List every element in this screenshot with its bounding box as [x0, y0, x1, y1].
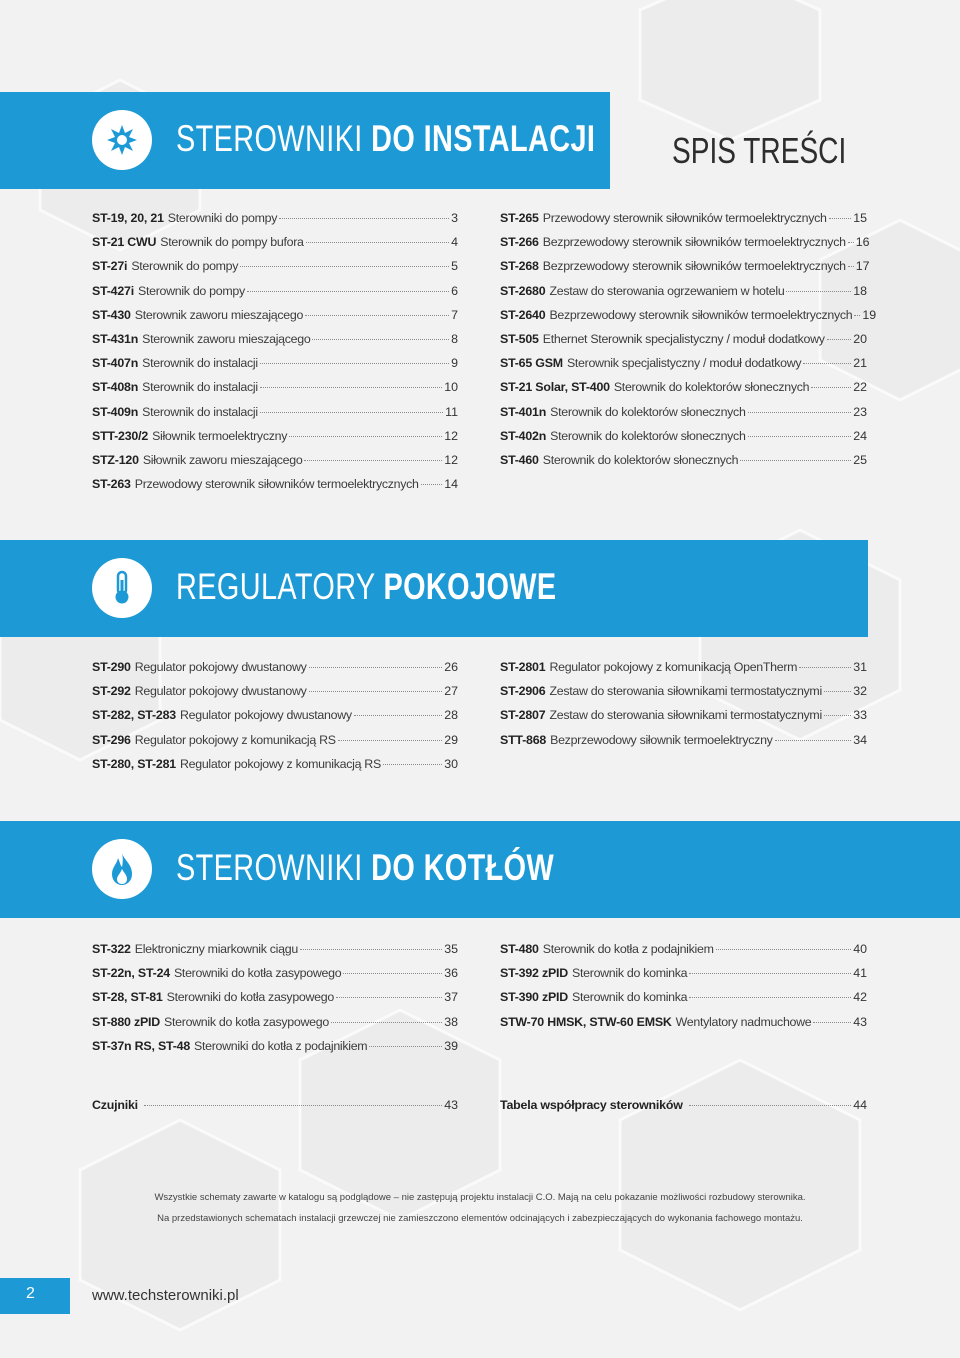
dot-leader: [824, 691, 851, 692]
product-description: Regulator pokojowy z komunikacją RS: [134, 732, 336, 747]
toc-entry[interactable]: [92, 733, 458, 757]
product-description: Sterowniki do kotła zasypowego: [173, 966, 342, 981]
page-ref: 42: [853, 990, 867, 1005]
product-description: Sterownik do kolektorów słonecznych: [542, 452, 739, 467]
product-description: Sterownik do pompy: [131, 259, 239, 274]
product-description: Sterowniki do pompy: [167, 211, 278, 225]
page-ref: 20: [853, 331, 867, 346]
page-ref: 24: [853, 428, 867, 443]
dot-leader: [829, 218, 852, 219]
product-description: Sterownik do kotła zasypowego: [164, 1014, 329, 1029]
page-ref: 35: [444, 942, 458, 956]
thermometer-icon: [106, 570, 138, 606]
product-description: Bezprzewodowy siłownik termoelektryczny: [550, 732, 773, 747]
dot-leader: [260, 412, 443, 413]
page-number-bar: [0, 1278, 70, 1314]
page-ref: 16: [855, 235, 870, 250]
page-ref: 28: [444, 708, 458, 723]
dot-leader: [309, 667, 443, 668]
section-title: REGULATORY POKOJOWE: [176, 566, 557, 607]
page-ref: 25: [853, 452, 867, 467]
toc-entry[interactable]: [500, 684, 867, 708]
dot-leader: [813, 1022, 851, 1023]
product-description: Sterownik zaworu mieszającego: [134, 307, 304, 322]
toc-entry[interactable]: [92, 966, 458, 990]
page-ref: 15: [853, 211, 867, 225]
dot-leader: [803, 363, 851, 364]
dot-leader: [824, 715, 851, 716]
product-description: Sterownik do instalacji: [142, 380, 258, 395]
product-code: ST-266: [500, 235, 539, 250]
toc-entry[interactable]: [92, 942, 458, 966]
toc-entry[interactable]: [92, 660, 458, 684]
dot-leader: [689, 997, 851, 998]
product-description: Sterownik do kolektorów słonecznych: [550, 404, 746, 419]
toc-entry[interactable]: [500, 211, 867, 235]
product-code: ST-265: [500, 211, 539, 225]
page-ref: 21: [853, 356, 867, 371]
product-description: Sterownik do pompy: [138, 283, 245, 298]
dot-leader: [799, 667, 851, 668]
product-description: Regulator pokojowy z komunikacją OpenTherm: [549, 660, 798, 674]
dot-leader: [289, 436, 442, 437]
page-ref: 7: [451, 307, 458, 322]
page-ref: 22: [853, 380, 867, 395]
toc-entry[interactable]: [500, 942, 867, 966]
product-description: Bezprzewodowy sterownik siłowników termoelektrycznych: [549, 307, 853, 322]
page-ref: 27: [444, 684, 458, 699]
page-ref: 4: [451, 235, 458, 250]
product-description: Sterownik zaworu mieszającego: [142, 331, 311, 346]
dot-leader: [748, 412, 852, 413]
toc-entry[interactable]: [500, 733, 867, 757]
page-ref: 41: [853, 966, 867, 981]
product-description: Bezprzewodowy sterownik siłowników termoelektrycznych: [542, 259, 846, 274]
product-description: Sterownik do kolektorów słonecznych: [550, 428, 746, 443]
dot-leader: [740, 460, 851, 461]
product-code: ST-408n: [92, 380, 139, 395]
product-code: ST-292: [92, 684, 131, 699]
dot-leader: [748, 436, 852, 437]
toc-entry[interactable]: [500, 284, 867, 308]
product-code: STZ-120: [92, 452, 139, 467]
product-description: Sterownik do instalacji: [142, 404, 258, 419]
toc-entry[interactable]: [92, 477, 458, 501]
dot-leader: [689, 973, 851, 974]
toc-entry[interactable]: [500, 235, 870, 259]
page-ref: 43: [853, 1014, 867, 1029]
product-code: ST-407n: [92, 356, 139, 371]
product-code: ST-21 CWU: [92, 235, 157, 250]
product-code: ST-427i: [92, 283, 134, 298]
dot-leader: [775, 740, 852, 741]
product-description: Wentylatory nadmuchowe: [675, 1014, 812, 1029]
dot-leader: [383, 764, 442, 765]
dot-leader: [848, 266, 854, 267]
toc-column: [500, 942, 867, 1039]
product-code: ST-27i: [92, 259, 128, 274]
page-ref: 12: [444, 428, 458, 443]
product-code: ST-431n: [92, 331, 139, 346]
product-code: STW-70 HMSK, STW-60 EMSK: [500, 1014, 672, 1029]
toc-entry[interactable]: [92, 356, 458, 380]
product-code: ST-2807: [500, 708, 546, 723]
product-code: ST-21 Solar, ST-400: [500, 380, 610, 395]
dot-leader: [279, 218, 449, 219]
product-code: ST-390 zPID: [500, 990, 569, 1005]
toc-entry[interactable]: [500, 307, 877, 332]
page-ref: 18: [853, 283, 867, 298]
toc-entry[interactable]: [92, 708, 458, 732]
product-code: ST-480: [500, 942, 539, 956]
product-code: STT-230/2: [92, 428, 149, 443]
product-code: ST-19, 20, 21: [92, 211, 164, 225]
toc-entry[interactable]: [92, 429, 458, 453]
toc-entry[interactable]: [500, 380, 867, 404]
section-title: STEROWNIKI DO KOTŁÓW: [176, 847, 555, 888]
page-ref: 19: [862, 307, 877, 322]
toc-entry[interactable]: [500, 453, 867, 477]
toc-extra-left: [92, 1098, 458, 1122]
dot-leader: [240, 266, 449, 267]
page-title: SPIS TREŚCI: [672, 130, 847, 171]
toc-entry[interactable]: [92, 308, 458, 332]
product-description: Przewodowy sterownik siłowników termoelektrycznych: [134, 477, 419, 492]
dot-leader: [260, 387, 442, 388]
toc-entry[interactable]: [500, 356, 867, 380]
icon-circle: [92, 110, 152, 170]
toc-column: [92, 211, 458, 501]
product-code: ST-402n: [500, 428, 547, 443]
product-code: ST-296: [92, 732, 131, 747]
product-code: ST-392 zPID: [500, 966, 569, 981]
product-description: Elektroniczny miarkownik ciągu: [134, 942, 298, 956]
disclaimer: Wszystkie schematy zawarte w katalogu są podglądowe – nie zastępują projektu instalacji C.O. Mają na celu pokazanie możliwości rozbudowy sterownika. Na przedstawionych schematach instalacji grzewczej nie zamieszczono elementów odcinających i zabezpieczających do wykonania fachowego montażu.: [154, 1192, 806, 1224]
toc-entry[interactable]: [500, 405, 867, 429]
toc-entry[interactable]: [500, 990, 867, 1014]
dot-leader: [247, 291, 449, 292]
page-ref: 17: [855, 259, 870, 274]
toc-entry[interactable]: [500, 259, 870, 283]
product-code: ST-263: [92, 477, 131, 492]
toc-entry[interactable]: Tabela współpracy sterowników 44: [500, 1098, 867, 1112]
dot-leader: [260, 363, 449, 364]
page-ref: 23: [853, 404, 867, 419]
product-code: ST-37n RS, ST-48: [92, 1038, 191, 1053]
dot-leader: [786, 291, 851, 292]
product-description: Zestaw do sterowania siłownikami termostatycznymi: [549, 684, 822, 699]
dot-leader: [336, 997, 442, 998]
page-ref: 3: [451, 211, 458, 225]
dot-leader: [354, 715, 442, 716]
toc-entry[interactable]: [92, 1039, 458, 1063]
page-ref: 10: [444, 380, 458, 395]
product-description: Regulator pokojowy dwustanowy: [179, 708, 352, 723]
dot-leader: [304, 460, 442, 461]
page-ref: 14: [444, 477, 458, 492]
product-code: ST-430: [92, 307, 131, 322]
product-code: STT-868: [500, 732, 547, 747]
page-ref: 34: [853, 732, 867, 747]
toc-entry[interactable]: [92, 235, 458, 259]
dot-leader: [811, 387, 851, 388]
product-code: ST-460: [500, 452, 539, 467]
product-description: Sterownik specjalistyczny / moduł dodatkowy: [566, 356, 802, 371]
product-description: Siłownik zaworu mieszającego: [142, 452, 303, 467]
dot-leader: [305, 315, 449, 316]
toc-entry[interactable]: [92, 405, 458, 429]
toc-entry[interactable]: [500, 429, 867, 453]
product-description: Sterownik do kominka: [572, 966, 688, 981]
product-code: ST-2680: [500, 283, 546, 298]
page-ref: 32: [853, 684, 867, 699]
page-ref: 40: [853, 942, 867, 956]
page-ref: 31: [853, 660, 867, 674]
toc-entry[interactable]: [500, 708, 867, 732]
toc-entry[interactable]: [92, 453, 458, 477]
product-description: Sterownik do pompy bufora: [160, 235, 304, 250]
dot-leader: [331, 1022, 442, 1023]
dot-leader: [312, 339, 449, 340]
product-code: ST-290: [92, 660, 131, 674]
toc-entry[interactable]: [92, 211, 458, 235]
dot-leader: [300, 949, 442, 950]
product-description: Sterownik do kominka: [572, 990, 688, 1005]
product-code: ST-401n: [500, 404, 547, 419]
product-description: Ethernet Sterownik specjalistyczny / moduł dodatkowy: [542, 331, 825, 346]
toc-entry[interactable]: [500, 1015, 867, 1039]
page-ref: 30: [444, 756, 458, 771]
product-description: Zestaw do sterowania siłownikami termostatycznymi: [549, 708, 822, 723]
dot-leader: [306, 242, 449, 243]
product-code: ST-2801: [500, 660, 546, 674]
product-description: Regulator pokojowy z komunikacją RS: [179, 756, 381, 771]
toc-entry[interactable]: [92, 284, 458, 308]
product-description: Regulator pokojowy dwustanowy: [134, 684, 307, 699]
page-ref: 11: [445, 404, 458, 419]
page-number: 2: [26, 1285, 35, 1302]
toc-entry[interactable]: [92, 1015, 458, 1039]
section-header-pokojowe: [0, 540, 868, 637]
product-code: ST-880 zPID: [92, 1014, 161, 1029]
flame-icon: [107, 851, 137, 887]
product-description: Regulator pokojowy dwustanowy: [134, 660, 307, 674]
toc-entry[interactable]: [500, 966, 867, 990]
toc-entry[interactable]: Czujniki 43: [92, 1098, 458, 1112]
page-ref: 38: [444, 1014, 458, 1029]
toc-column: [92, 660, 458, 781]
product-code: ST-65 GSM: [500, 356, 563, 371]
dot-leader: [338, 740, 443, 741]
product-code: ST-505: [500, 331, 539, 346]
product-description: Siłownik termoelektryczny: [152, 428, 288, 443]
page-ref: 26: [444, 660, 458, 674]
page-ref: 5: [451, 259, 458, 274]
page-ref: 36: [444, 966, 458, 981]
product-code: ST-28, ST-81: [92, 990, 163, 1005]
toc-column: [92, 942, 458, 1063]
toc-entry[interactable]: [92, 380, 458, 404]
page-ref: 29: [444, 732, 458, 747]
toc-entry[interactable]: [92, 332, 458, 356]
section-header-kotlow: [0, 821, 960, 918]
toc-column: [500, 660, 867, 757]
dot-leader: [309, 691, 443, 692]
product-code: ST-280, ST-281: [92, 756, 176, 771]
dot-leader: [854, 315, 860, 316]
toc-entry[interactable]: [92, 684, 458, 708]
product-description: Sterownik do instalacji: [142, 356, 258, 371]
website-link[interactable]: www.techsterowniki.pl: [92, 1287, 239, 1304]
product-description: Przewodowy sterownik siłowników termoelektrycznych: [542, 211, 827, 225]
dot-leader: [716, 949, 852, 950]
page-ref: 12: [444, 452, 458, 467]
dot-leader: [827, 339, 852, 340]
product-code: ST-282, ST-283: [92, 708, 176, 723]
product-description: Sterowniki do kotła zasypowego: [166, 990, 334, 1005]
product-description: Bezprzewodowy sterownik siłowników termoelektrycznych: [542, 235, 846, 250]
toc-column: [500, 211, 877, 477]
product-code: ST-322: [92, 942, 131, 956]
section-title: STEROWNIKI DO INSTALACJI: [176, 118, 596, 159]
icon-circle: [92, 558, 152, 618]
section-header-instalacji: [0, 92, 610, 189]
product-description: Sterowniki do kotła z podajnikiem: [194, 1038, 368, 1053]
icon-circle: [92, 839, 152, 899]
toc-entry[interactable]: [92, 757, 458, 781]
product-description: Sterownik do kolektorów słonecznych: [613, 380, 810, 395]
toc-entry[interactable]: [500, 660, 867, 684]
page-ref: 6: [451, 283, 458, 298]
page-ref: 9: [451, 356, 458, 371]
product-code: ST-268: [500, 259, 539, 274]
product-code: ST-409n: [92, 404, 139, 419]
page-ref: 37: [444, 990, 458, 1005]
product-description: Zestaw do sterowania ogrzewaniem w hotelu: [549, 283, 785, 298]
toc-extra-right: [500, 1098, 867, 1122]
toc-entry[interactable]: [92, 990, 458, 1014]
dot-leader: [848, 242, 854, 243]
product-code: ST-22n, ST-24: [92, 966, 170, 981]
page-ref: 8: [451, 331, 458, 346]
product-code: ST-2906: [500, 684, 546, 699]
product-description: Sterownik do kotła z podajnikiem: [542, 942, 714, 956]
toc-entry[interactable]: [500, 332, 867, 356]
dot-leader: [421, 484, 443, 485]
gear-icon: [106, 124, 138, 156]
toc-entry[interactable]: [92, 259, 458, 283]
page-ref: 33: [853, 708, 867, 723]
page-ref: 39: [444, 1038, 458, 1053]
dot-leader: [343, 973, 442, 974]
product-code: ST-2640: [500, 307, 546, 322]
dot-leader: [369, 1046, 442, 1047]
